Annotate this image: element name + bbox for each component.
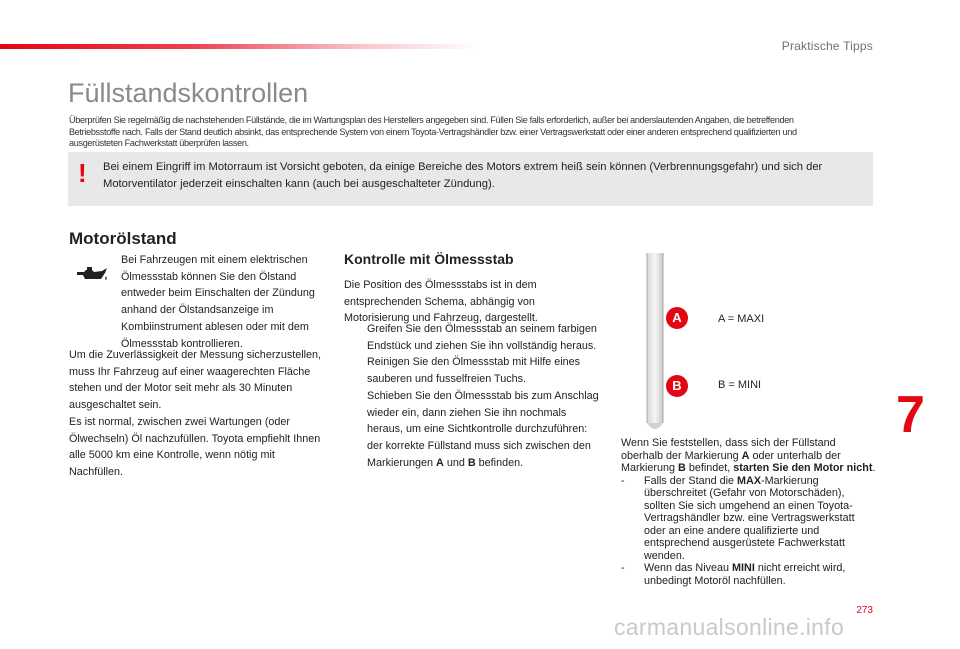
mark-b-ref: B [467,456,476,469]
result-text: befindet, [685,462,734,474]
header-accent-bar [0,44,480,49]
page-title: Füllstandskontrollen [68,78,309,108]
item-text: Falls der Stand die [644,474,738,487]
list-item [621,475,876,563]
mark-b-ref: B [678,462,686,474]
item-emphasis: MINI [732,562,755,574]
step-text: Reinigen Sie den Ölmessstab mit Hilfe eines sauberen und fusselfreien Tuchs. [367,356,581,386]
list-item [344,354,602,387]
chapter-number: 7 [896,386,925,444]
electric-dipstick-text: Bei Fahrzeugen mit einem elektrischen Ölmessstab können Sie den Ölstand entweder beim Einschalten der Zündung anhand der Ölstandsanzeige im Kombiinstrument ablesen oder mit dem Ölmessstab kontrollieren. [121,254,315,350]
marker-b: B [666,375,688,397]
measurement-paragraph: Um die Zuverlässigkeit der Messung sicherzustellen, muss Ihr Fahrzeug auf einer waagerechten Fläche stehen und der Motor seit mehr als 30 Minuten ausgeschaltet sein. [69,349,322,412]
section-label: Praktische Tipps [781,39,873,53]
intro-text: Überprüfen Sie regelmäßig die nachstehenden Füllstände, die im Wartungsplan des Herstellers angegeben sind. Füllen Sie falls erforderlich, außer bei anderslautenden Angaben, die betreffenden Betriebsstoffe nach. Falls der Stand deutlich absinkt, das entsprechende System von einem Toyota-Vertragshändler bzw. einer Vertragswerkstatt oder einer anderen entsprechend qualifizierten und ausgerüsteten Fachwerkstatt überprüfen lassen. [69,115,797,149]
warning-text: Bei einem Eingriff im Motorraum ist Vorsicht geboten, da einige Bereiche des Motors extrem heiß sein können (Verbrennungsgefahr) und sich der Motorventilator jederzeit einschalten kann (auch bei ausgeschalteter Zündung). [103,161,823,190]
page-number: 273 [856,605,873,616]
marker-a: A [666,307,688,329]
result-text: Wenn Sie feststellen, dass sich der Füllstand oberhalb der Markierung [621,437,836,462]
refill-paragraph: Es ist normal, zwischen zwei Wartungen (oder Ölwechseln) Öl nachzufüllen. Toyota empfiehlt Ihnen alle 5000 km eine Kontrolle, wenn nötig mit Nachfüllen. [69,416,321,479]
list-item [344,321,602,354]
step-text-end: befinden. [475,456,524,469]
step-text-und: und [443,456,468,469]
dipstick-heading: Kontrolle mit Ölmessstab [344,251,514,267]
dash-bullet: - [621,474,625,487]
mark-a-ref: A [741,449,750,462]
item-emphasis: MAX [737,474,762,487]
list-item [344,388,602,472]
result-text: oder unterhalb der Markierung [621,449,841,474]
label-maxi: A = MAXI [718,313,765,325]
label-mini: B = MINI [718,379,762,391]
item-text: Wenn das Niveau [644,562,733,574]
mark-a-ref: A [436,456,444,469]
warning-box [68,152,873,206]
oil-can-icon [75,263,109,289]
step-text: Schieben Sie den Ölmessstab bis zum Anschlag wieder ein, dann ziehen Sie ihn nochmals heraus, um eine Sichtkontrolle durchzuführen: der korrekte Füllstand muss sich zwischen den Markierungen [367,389,599,469]
oil-level-heading: Motorölstand [69,229,177,248]
dipstick-steps [344,321,602,471]
dash-bullet: - [621,562,625,574]
exclamation-icon: ! [78,158,87,188]
dipstick-intro: Die Position des Ölmessstabs ist in dem entsprechenden Schema, abhängig von Motorisierung und Fahrzeug, dargestellt. [344,279,538,325]
item-text: nicht erreicht wird, unbedingt Motoröl nachfüllen. [644,562,846,587]
list-item [621,562,876,587]
result-paragraph [621,437,876,475]
warning-emphasis: starten Sie den Motor nicht [733,462,873,474]
dipstick-diagram [644,253,666,431]
result-text: . [872,462,876,474]
step-text: Greifen Sie den Ölmessstab an seinem farbigen Endstück und ziehen Sie ihn vollständig heraus. [367,323,597,352]
result-section [621,437,876,587]
watermark: carmanualsonline.info [614,614,845,640]
item-text: -Markierung überschreitet (Gefahr von Motorschäden), sollten Sie sich umgehend an einen Toyota-Vertragshändler bzw. eine Vertragswerkstatt oder an eine andere qualifizierte und entsprechend ausgerüstete Fachwerkstatt wenden. [644,474,855,562]
